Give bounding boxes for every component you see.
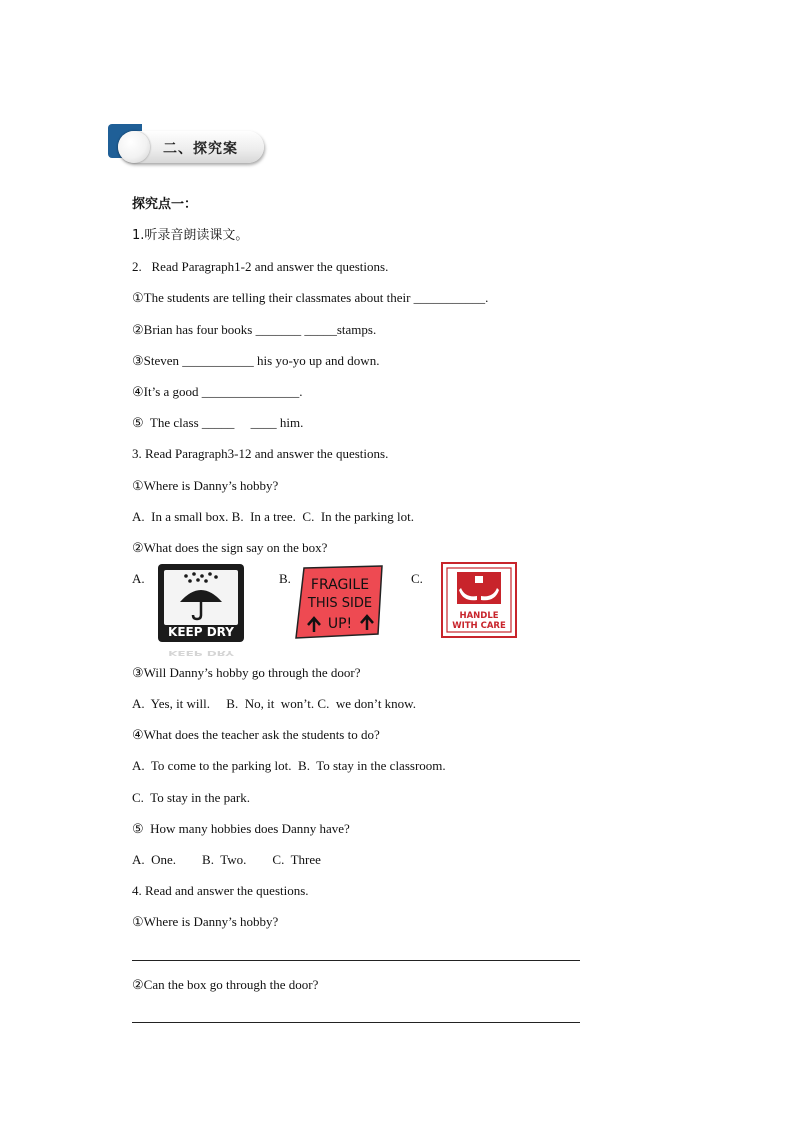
this-side-word: THIS SIDE <box>307 596 373 611</box>
question-3-4: ④What does the teacher ask the students to do? <box>132 727 380 742</box>
instruction-3: 3. Read Paragraph3-12 and answer the questions. <box>132 446 389 461</box>
question-2-3: ③Steven ___________ his yo-yo up and down. <box>132 353 380 368</box>
sign-option-b: B. <box>279 571 291 586</box>
question-3-1: ①Where is Danny’s hobby? <box>132 478 279 493</box>
instruction-2: 2. Read Paragraph1-2 and answer the questions. <box>132 259 389 274</box>
question-2-5: ⑤ The class _____ ____ him. <box>132 415 304 430</box>
question-4-1: ①Where is Danny’s hobby? <box>132 914 279 929</box>
question-2-4: ④It’s a good _______________. <box>132 384 303 399</box>
answer-line-2[interactable] <box>132 1022 580 1023</box>
options-3-4-ab: A. To come to the parking lot. B. To stay in the classroom. <box>132 758 446 773</box>
fragile-sign <box>290 562 384 642</box>
question-2-2: ②Brian has four books _______ _____stamps. <box>132 322 377 337</box>
section-title: 二、探究案 <box>163 141 238 157</box>
instruction-4: 4. Read and answer the questions. <box>132 883 309 898</box>
sign-option-c: C. <box>411 571 423 586</box>
section-header <box>108 124 262 168</box>
handle-with-care-sign <box>441 562 517 638</box>
keep-dry-reflection: KEEP DRY <box>168 648 234 657</box>
answer-line-1[interactable] <box>132 960 580 961</box>
question-3-5: ⑤ How many hobbies does Danny have? <box>132 821 350 836</box>
question-4-2: ②Can the box go through the door? <box>132 977 319 992</box>
header-circle-icon <box>118 131 150 163</box>
keep-dry-label: KEEP DRY <box>168 625 234 639</box>
question-2-1: ①The students are telling their classmates about their ___________. <box>132 290 489 305</box>
question-3-2: ②What does the sign say on the box? <box>132 540 328 555</box>
options-3-5: A. One. B. Two. C. Three <box>132 852 321 867</box>
sign-option-a: A. <box>132 571 145 586</box>
fragile-word: FRAGILE <box>310 577 370 593</box>
options-3-1: A. In a small box. B. In a tree. C. In the parking lot. <box>132 509 414 524</box>
options-3-4-c: C. To stay in the park. <box>132 790 251 805</box>
options-3-3: A. Yes, it will. B. No, it won’t. C. we don’t know. <box>132 696 416 711</box>
up-word: UP! <box>327 616 353 632</box>
handle-word: HANDLE <box>459 611 499 621</box>
heading: 探究点一： <box>132 197 198 212</box>
keep-dry-sign <box>156 562 246 660</box>
question-3-3: ③Will Danny’s hobby go through the door? <box>132 665 361 680</box>
with-care-word: WITH CARE <box>452 621 506 631</box>
instruction-1: 1.听录音朗读课文。 <box>132 228 249 243</box>
